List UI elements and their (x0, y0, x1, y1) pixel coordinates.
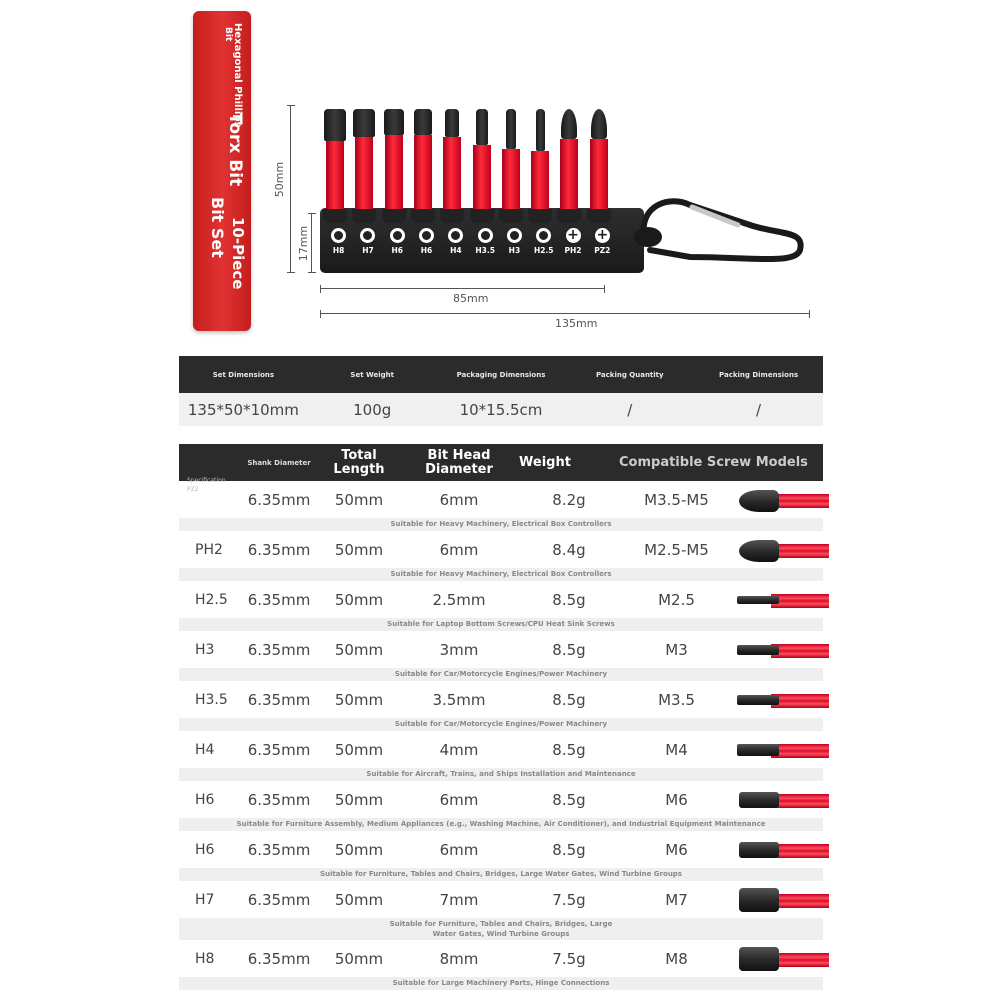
cell-compatible-screws: M3 (665, 640, 688, 659)
cell-compatible-screws: M7 (665, 890, 688, 909)
banner-bit-label: Bit (223, 27, 233, 42)
hex-icon (507, 228, 522, 243)
cell-total-length: 50mm (334, 790, 384, 809)
cell-total-length: 50mm (334, 540, 384, 559)
set-info-table (179, 356, 823, 426)
banner-subtitle: Hexagonal Phillips (232, 23, 243, 128)
first-row-spec-label: PZ2 (187, 486, 199, 493)
cell-specification: PH2 (195, 541, 223, 558)
slot-h8 (324, 228, 353, 255)
value-set-weight: 100g (353, 400, 392, 419)
slot-label: H3.5 (475, 246, 495, 255)
spec-table-header (179, 444, 823, 484)
cell-bit-head-diameter: 7mm (439, 890, 479, 909)
header-shank-diameter: Shank Diameter (247, 458, 311, 467)
header-set-weight: Set Weight (350, 370, 394, 379)
cell-shank-diameter: 6.35mm (247, 740, 311, 759)
cell-specification: H4 (195, 741, 215, 758)
cell-weight: 8.2g (552, 490, 586, 509)
cell-specification: H7 (195, 891, 215, 908)
banner-set-title: Bit Set (208, 197, 227, 258)
banner-piece-count: 10-Piece (229, 217, 247, 290)
cell-compatible-screws: M6 (665, 790, 688, 809)
bit-tip-image (734, 487, 829, 513)
application-note: Suitable for Car/Motorcycle Engines/Power Machinery (179, 718, 823, 731)
spec-row (179, 481, 823, 518)
phillips-icon: + (596, 227, 609, 243)
cell-total-length: 50mm (334, 640, 384, 659)
application-note: Suitable for Laptop Bottom Screws/CPU Heat Sink Screws (179, 618, 823, 631)
bit-tip-image (734, 837, 829, 863)
cell-compatible-screws: M8 (665, 949, 688, 968)
slot-label: PH2 (564, 246, 582, 255)
slot-label: H8 (332, 246, 345, 255)
value-packing-dimensions: / (756, 400, 762, 419)
bit-tip-image (734, 687, 829, 713)
header-packing-dimensions: Packing Dimensions (719, 370, 799, 379)
cell-compatible-screws: M2.5-M5 (644, 540, 709, 559)
bit-tip-image (734, 587, 829, 613)
cell-weight: 8.5g (552, 690, 586, 709)
cell-shank-diameter: 6.35mm (247, 590, 311, 609)
cell-shank-diameter: 6.35mm (247, 690, 311, 709)
cell-compatible-screws: M3.5 (658, 690, 695, 709)
spec-row (179, 631, 823, 668)
holder-height-dimension-line (311, 213, 312, 273)
application-note: Suitable for Furniture, Tables and Chairs, Bridges, Large Water Gates, Wind Turbine Groups (179, 918, 823, 940)
bit-pz2 (586, 109, 612, 223)
cell-specification: H8 (195, 950, 215, 967)
application-note: Suitable for Large Machinery Parts, Hinge Connections (179, 977, 823, 990)
cell-compatible-screws: M6 (665, 840, 688, 859)
slot-h7 (353, 228, 382, 255)
set-info-header (179, 356, 823, 393)
slot-h6 (383, 228, 412, 255)
height-dimension-line (290, 105, 291, 273)
cell-bit-head-diameter: 8mm (439, 949, 479, 968)
cell-bit-head-diameter: 6mm (439, 490, 479, 509)
slot-label: H3 (508, 246, 521, 255)
cell-shank-diameter: 6.35mm (247, 790, 311, 809)
banner-torx-title: Torx Bit (225, 113, 245, 187)
bit-row (322, 103, 642, 223)
hex-icon (360, 228, 375, 243)
bit-h3 (498, 109, 524, 223)
holder-width-dimension-line (320, 288, 605, 289)
bit-h6 (381, 109, 407, 223)
cell-total-length: 50mm (334, 590, 384, 609)
bit-tip-image (734, 887, 829, 913)
product-title-banner (193, 11, 251, 331)
cell-specification: H3 (195, 641, 215, 658)
holder-width-label: 85mm (453, 292, 489, 305)
value-set-dimensions: 135*50*10mm (187, 400, 299, 419)
application-note: Suitable for Heavy Machinery, Electrical Box Controllers (179, 518, 823, 531)
application-note: Suitable for Aircraft, Trains, and Ships Installation and Maintenance (179, 768, 823, 781)
slot-h2-5 (529, 228, 558, 255)
bit-h2-5 (527, 109, 553, 223)
spec-table (179, 444, 823, 990)
cell-compatible-screws: M2.5 (658, 590, 695, 609)
header-set-dimensions: Set Dimensions (212, 370, 275, 379)
cell-bit-head-diameter: 6mm (439, 790, 479, 809)
cell-total-length: 50mm (334, 949, 384, 968)
cell-compatible-screws: M3.5-M5 (644, 490, 709, 509)
header-specification: Specification (187, 477, 226, 484)
cell-total-length: 50mm (334, 840, 384, 859)
cell-bit-head-diameter: 3mm (439, 640, 479, 659)
spec-row (179, 681, 823, 718)
slot-label: H6 (420, 246, 433, 255)
bit-h3-5 (469, 109, 495, 223)
slot-label: H6 (391, 246, 403, 255)
slot-h4 (441, 228, 470, 255)
cell-shank-diameter: 6.35mm (247, 640, 311, 659)
hex-icon (536, 228, 551, 243)
cell-weight: 7.5g (552, 890, 586, 909)
cell-specification: H3.5 (195, 691, 228, 708)
cell-bit-head-diameter: 6mm (439, 840, 479, 859)
spec-row (179, 731, 823, 768)
hex-icon (448, 228, 463, 243)
cell-bit-head-diameter: 6mm (439, 540, 479, 559)
header-packing-quantity: Packing Quantity (595, 370, 664, 379)
header-compatible-screws: Compatible Screw Models (619, 455, 808, 470)
cell-total-length: 50mm (334, 490, 384, 509)
total-width-label: 135mm (555, 317, 598, 330)
application-note: Suitable for Furniture, Tables and Chairs, Bridges, Large Water Gates, Wind Turbine Groups (179, 868, 823, 881)
product-illustration (270, 95, 830, 340)
cell-weight: 8.5g (552, 740, 586, 759)
bit-tip-image (734, 737, 829, 763)
holder-height-label: 17mm (297, 225, 311, 262)
cell-total-length: 50mm (334, 740, 384, 759)
cell-shank-diameter: 6.35mm (247, 490, 311, 509)
hex-icon (390, 228, 405, 243)
header-bit-head-diameter: Bit Head Diameter (425, 447, 493, 477)
cell-shank-diameter: 6.35mm (247, 840, 311, 859)
slot-label: PZ2 (594, 246, 611, 255)
value-packing-quantity: / (627, 400, 633, 419)
application-note: Suitable for Heavy Machinery, Electrical Box Controllers (179, 568, 823, 581)
spec-row (179, 881, 823, 918)
spec-row (179, 940, 823, 977)
cell-weight: 8.5g (552, 640, 586, 659)
slot-pz2 (588, 228, 617, 255)
cell-specification: H2.5 (195, 591, 228, 608)
bit-h4 (439, 109, 465, 223)
cell-shank-diameter: 6.35mm (247, 540, 311, 559)
bit-h6 (410, 109, 436, 223)
bit-tip-image (734, 637, 829, 663)
application-note: Suitable for Car/Motorcycle Engines/Power Machinery (179, 668, 823, 681)
carabiner-icon (630, 195, 805, 265)
cell-compatible-screws: M4 (665, 740, 688, 759)
bit-ph2 (556, 109, 582, 223)
header-total-length: Total Length (333, 447, 385, 477)
cell-total-length: 50mm (334, 890, 384, 909)
cell-specification: H6 (195, 841, 215, 858)
height-dimension-label: 50mm (273, 161, 287, 198)
header-weight: Weight (519, 454, 571, 470)
application-note: Suitable for Furniture Assembly, Medium Appliances (e.g., Washing Machine, Air Conditioner), and Industrial Equipment Maintenance (179, 818, 823, 831)
bit-h8 (322, 109, 348, 223)
bit-tip-image (734, 946, 829, 972)
cell-shank-diameter: 6.35mm (247, 949, 311, 968)
cell-total-length: 50mm (334, 690, 384, 709)
value-packaging-dimensions: 10*15.5cm (459, 400, 543, 419)
spec-row (179, 831, 823, 868)
spec-row (179, 781, 823, 818)
cell-shank-diameter: 6.35mm (247, 890, 311, 909)
bit-tip-image (734, 537, 829, 563)
bit-h7 (351, 109, 377, 223)
slot-h3 (500, 228, 529, 255)
cell-specification: H6 (195, 791, 215, 808)
cell-weight: 8.5g (552, 590, 586, 609)
cell-bit-head-diameter: 4mm (439, 740, 479, 759)
cell-weight: 8.4g (552, 540, 586, 559)
header-packaging-dimensions: Packaging Dimensions (456, 370, 546, 379)
spec-row (179, 531, 823, 568)
cell-weight: 7.5g (552, 949, 586, 968)
spec-row (179, 581, 823, 618)
set-info-values (179, 393, 823, 426)
slot-label: H7 (362, 246, 374, 255)
cell-weight: 8.5g (552, 790, 586, 809)
hex-icon (331, 228, 346, 243)
cell-bit-head-diameter: 2.5mm (432, 590, 486, 609)
hex-icon (419, 228, 434, 243)
cell-bit-head-diameter: 3.5mm (432, 690, 486, 709)
phillips-icon: + (567, 227, 579, 243)
cell-weight: 8.5g (552, 840, 586, 859)
slot-label: H2.5 (533, 246, 554, 255)
slot-label: H4 (450, 246, 462, 255)
hex-icon (478, 228, 493, 243)
bit-tip-image (734, 787, 829, 813)
slot-h6 (412, 228, 441, 255)
total-width-dimension-line (320, 313, 810, 314)
slot-h3-5 (470, 228, 499, 255)
slot-ph2 (558, 228, 587, 255)
